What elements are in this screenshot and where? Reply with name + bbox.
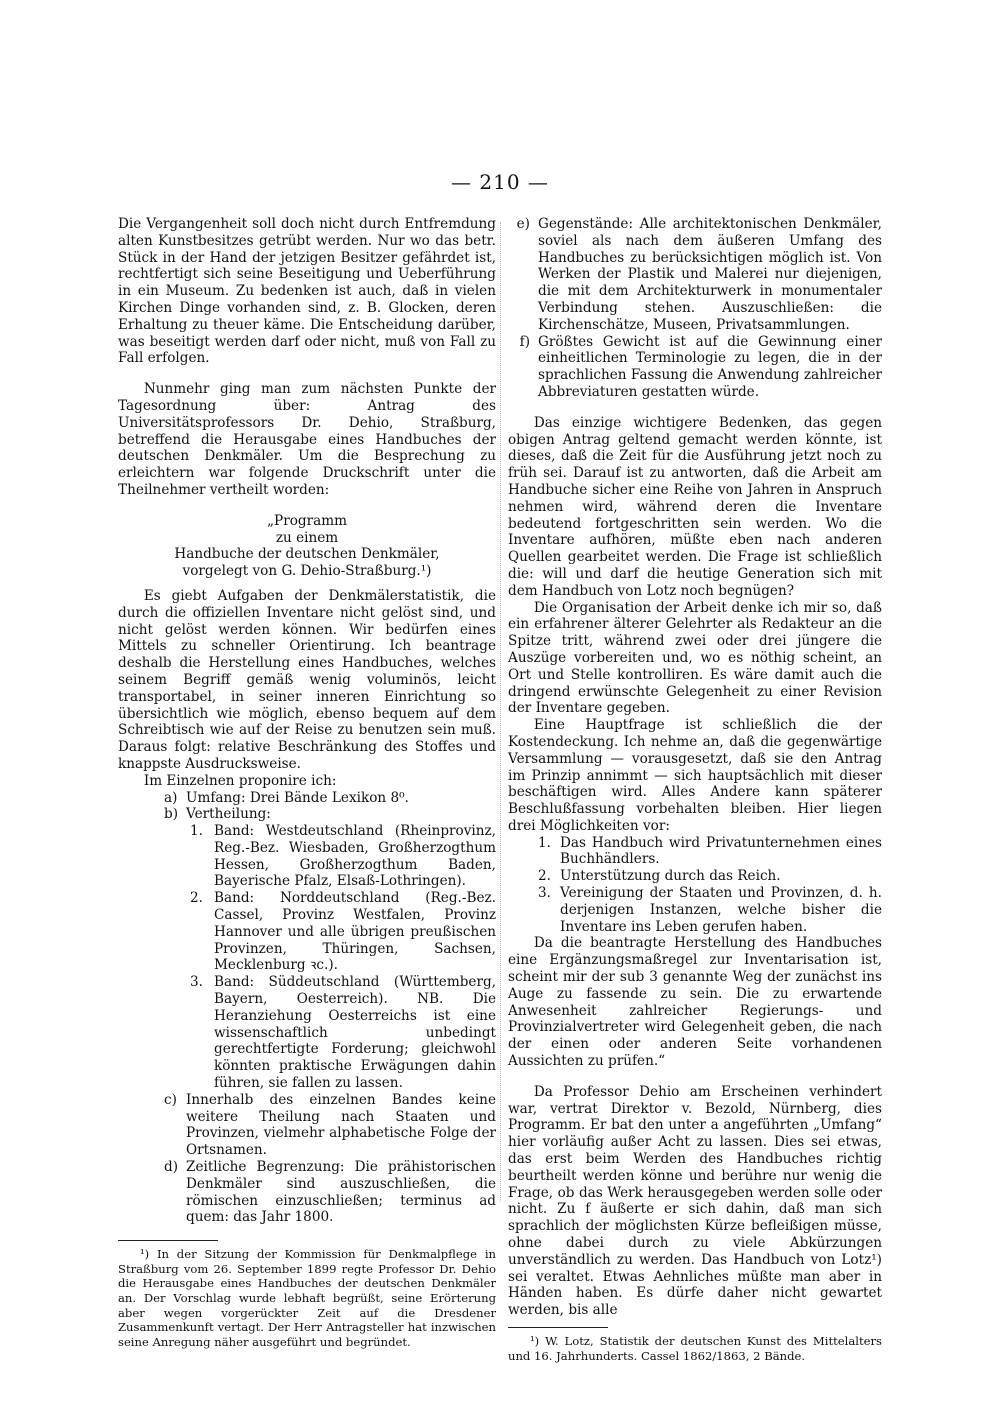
program-subtitle: Handbuche der deutschen Denkmäler,	[174, 546, 440, 563]
paragraph: Die Organisation der Arbeit denke ich mir so, daß ein erfahrener älterer Gelehrter als Redakteur an die Spitze tritt, während zwei oder drei jüngere die Auszüge vorbereiten und, wo es nöthig scheint, an Ort und Stelle kontrolliren. Es wäre damit auch die dringend erwünschte Gelegenheit zu einer Revision der Inventare gegeben.	[508, 599, 882, 717]
column-divider	[500, 222, 501, 1202]
paragraph: Da Professor Dehio am Erscheinen verhindert war, vertrat Direktor v. Bezold, Nürnberg, dies Programm. Er bat den unter a angeführten „Umfang“ hier vorläufig außer Acht zu lassen. Dies sei etwas, das erst beim Werden des Handbuches richtig beurtheilt werden könne und berühre nur wenig die Frage, ob das Werk herausgegeben werden solle oder nicht. Zu f äußerte er sich dahin, daß man sich sprachlich der möglichsten Kürze befleißigen müsse, ohne dabei durch zu viele Abkürzungen unverständlich zu werden. Das Handbuch von Lotz¹) sei veraltet. Etwas Aehnliches müßte man aber in Händen haben. Es dürfe daher nicht gewartet werden, bis alle	[508, 1083, 882, 1319]
page-number: — 210 —	[451, 170, 549, 194]
footnote: ¹) In der Sitzung der Kommission für Denkmalpflege in Straßburg vom 26. September 1899 regte Professor Dr. Dehio die Herausgabe eines Handbuches der deutschen Denkmäler an. Der Vorschlag wurde lebhaft begrüßt, seine Erörterung aber wegen vorgerückter Zeit auf die Dresdener Zusammenkunft vertagt. Der Herr Antragsteller hat inzwischen seine Anregung näher ausgeführt und begründet.	[118, 1247, 496, 1349]
list-item: a) Umfang: Drei Bände Lexikon 8⁰.	[164, 789, 409, 806]
program-subtitle: zu einem	[275, 529, 339, 546]
list-item: 1. Band: Westdeutschland (Rheinprovinz, Reg.-Bez. Wiesbaden, Großherzogthum Hessen, Großherzogthum Baden, Bayerische Pfalz, Elsaß-Lothringen).	[190, 823, 496, 890]
paragraph: Das einzige wichtigere Bedenken, das gegen obigen Antrag geltend gemacht werden könnte, ist dieses, daß die Zeit für die Ausführung jetzt noch zu früh sei. Darauf ist zu antworten, daß die Arbeit am Handbuche sicher eine Reihe von Jahren in Anspruch nehmen wird, während deren die Inventare bedeutend fortgeschritten sein werden. Wo die Inventare aufhören, müßte eben nach anderen Quellen gearbeitet werden. Die Frage ist schließlich die: will und darf die heutige Generation sich mit dem Handbuch von Lotz noch begnügen?	[508, 414, 882, 599]
proposal-list	[118, 790, 496, 824]
list-item: e) Gegenstände: Alle architektonischen Denkmäler, soviel als nach dem äußeren Umfang des Handbuches zu berücksichtigen möglich ist. Von Werken der Plastik und Malerei nur diejenigen, die mit dem Architekturwerk in monumentaler Verbindung stehen. Auszuschließen: die Kirchenschätze, Museen, Privatsammlungen.	[516, 216, 882, 333]
paragraph: Da die beantragte Herstellung des Handbuches eine Ergänzungsmaßregel zur Inventarisation ist, scheint mir der sub 3 genannte Weg der zunächst ins Auge zu fassende zu sein. Die zu erwartende Anwesenheit zahlreicher Regierungs- und Provinzialvertreter wird Gelegenheit geben, die nach der einen oder anderen Seite vorhandenen Aussichten zu prüfen.“	[508, 935, 882, 1070]
list-item: c) Innerhalb des einzelnen Bandes keine weitere Theilung nach Staaten und Provinzen, vielmehr alphabetische Folge der Ortsnamen.	[164, 1091, 496, 1159]
paragraph: Im Einzelnen proponire ich:	[143, 772, 337, 789]
proposal-list	[508, 216, 882, 401]
right-column	[508, 216, 882, 1363]
list-item: 2. Unterstützung durch das Reich.	[538, 868, 781, 885]
list-item: b) Vertheilung:	[164, 806, 271, 823]
left-column	[118, 216, 496, 1349]
paragraph: Nunmehr ging man zum nächsten Punkte der Tagesordnung über: Antrag des Universitätsprofessors Dr. Dehio, Straßburg, betreffend die Herausgabe eines Handbuches der deutschen Denkmäler. Um die Besprechung zu erleichtern war folgende Druckschrift unter die Theilnehmer vertheilt worden:	[118, 381, 496, 498]
list-item: 3. Vereinigung der Staaten und Provinzen, d. h. derjenigen Instanzen, welche bisher die Inventare ins Leben gerufen haben.	[538, 885, 882, 935]
program-title: „Programm	[267, 512, 347, 529]
footnote: ¹) W. Lotz, Statistik der deutschen Kunst des Mittelalters und 16. Jahrhunderts. Cassel 1862/1863, 2 Bände.	[508, 1334, 882, 1363]
program-author: vorgelegt von G. Dehio-Straßburg.¹)	[182, 563, 432, 580]
list-item: 3. Band: Süddeutschland (Württemberg, Bayern, Oesterreich). NB. Die Heranziehung Oesterreichs ist eine wissenschaftlich unbedingt gerechtfertigte Forderung; gleichwohl könnten praktische Erwägungen dahin führen, sie fallen zu lassen.	[190, 974, 496, 1092]
paragraph: Die Vergangenheit soll doch nicht durch Entfremdung alten Kunstbesitzes getrübt werden. Nur wo das betr. Stück in der Hand der jetzigen Besitzer gefährdet ist, rechtfertigt sich seine Beseitigung und Ueberführung in ein Museum. Zu bedenken ist auch, daß in vielen Kirchen Dinge vorhanden sind, z. B. Glocken, deren Erhaltung zu theuer käme. Die Entscheidung darüber, was beseitigt werden darf oder nicht, muß von Fall zu Fall erfolgen.	[118, 216, 496, 367]
footnote-rule	[118, 1240, 218, 1241]
footnote-rule	[508, 1327, 608, 1328]
list-item: 2. Band: Norddeutschland (Reg.-Bez. Cassel, Provinz Westfalen, Provinz Hannover und alle übrigen preußischen Provinzen, Thüringen, Sachsen, Mecklenburg ꝛc.).	[190, 890, 496, 974]
list-item: f) Größtes Gewicht ist auf die Gewinnung einer einheitlichen Terminologie zu legen, die in der sprachlichen Fassung die Anwendung zahlreicher Abbreviaturen gestatten würde.	[519, 333, 882, 400]
proposal-list	[118, 1092, 496, 1226]
options-list	[508, 835, 882, 936]
paragraph: Es giebt Aufgaben der Denkmälerstatistik, die durch die offiziellen Inventare nicht gelöst sind, und nicht gelöst werden können. Wir bedürfen eines Mittels zu schneller Orientirung. Ich beantrage deshalb die Herstellung eines Handbuches, welches seinem Begriff gemäß wenig voluminös, leicht transportabel, in seiner inneren Einrichtung so übersichtlich wie möglich, ebenso bequem auf dem Schreibtisch wie auf der Reise zu benutzen sein muß. Daraus folgt: relative Beschränkung des Stoffes und knappste Ausdrucksweise.	[118, 587, 496, 772]
list-item: 1. Das Handbuch wird Privatunternehmen eines Buchhändlers.	[538, 834, 882, 868]
band-list	[118, 823, 496, 1092]
list-item: d) Zeitliche Begrenzung: Die prähistorischen Denkmäler sind auszuschließen, die römischen einzuschließen; terminus ad quem: das Jahr 1800.	[164, 1159, 496, 1226]
paragraph: Eine Hauptfrage ist schließlich die der Kostendeckung. Ich nehme an, daß die gegenwärtige Versammlung — vorausgesetzt, daß sie den Antrag im Prinzip annimmt — sich hauptsächlich mit dieser beschäftigen wird. Alles Andere kann späterer Beschlußfassung vorbehalten bleiben. Hier liegen drei Möglichkeiten vor:	[508, 717, 882, 834]
